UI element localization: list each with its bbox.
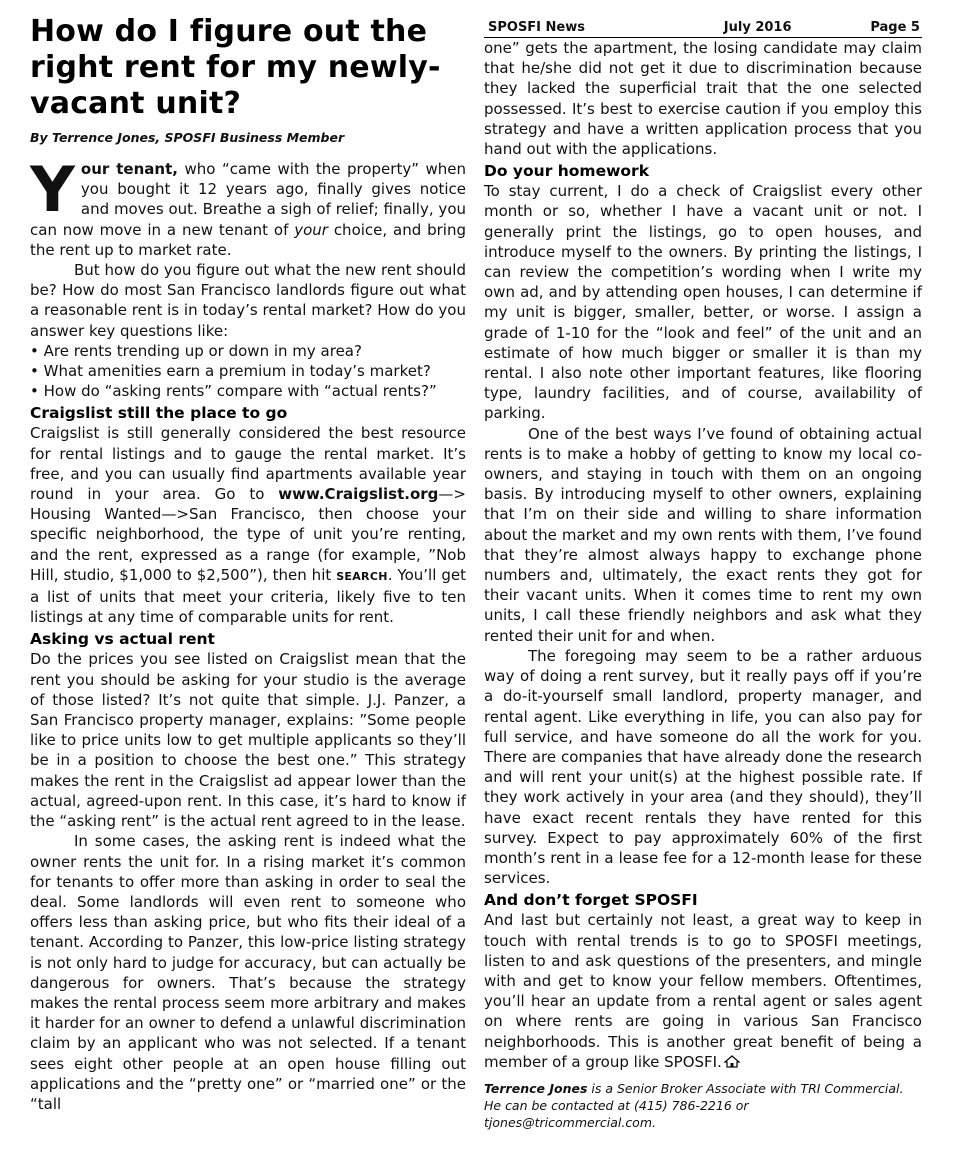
lead-paragraph <box>30 153 466 260</box>
right-column <box>484 0 922 1131</box>
paragraph-homework-2: One of the best ways I’ve found of obtaining actual rents is to make a hobby of getting to know my local co-owners, and staying in touch with them on an ongoing basis. By introducing myself to other owners, explaining that I’m on their side and willing to share information about the market and my own rents with them, I’ve found that they’re almost always happy to exchange phone numbers and, ultimately, the exact rents they got for their vacant units. When it comes time to rent my own units, I call these friendly neighbors and ask what they rented their unit for and when. <box>484 424 922 645</box>
bio-name: Terrence Jones <box>484 1080 588 1096</box>
byline: By Terrence Jones, SPOSFI Business Member <box>30 130 345 145</box>
search-keyword: SEARCH <box>336 569 388 583</box>
question-list <box>30 341 466 402</box>
article-title: How do I figure out the right rent for my newly-vacant unit? <box>30 14 441 121</box>
issue-date: July 2016 <box>723 20 792 35</box>
author-bio <box>484 1080 922 1131</box>
publication-name: SPOSFI News <box>488 20 585 35</box>
paragraph-asking-2: In some cases, the asking rent is indeed what the owner rents the unit for. In a rising market it’s common for tenants to offer more than asking in order to seal the deal. Some landlords will even rent to someone who offers less than asking price, but who fits their ideal of a tenant. According to Panzer, this low-price listing strategy is not only hard to judge for accuracy, but can actually be dangerous for owners. That’s because the strategy makes the rental process seem more arbitrary and makes it harder for an owner to defend a unlawful discrimination claim by an applicant who was not selected. If a tenant sees eight other people at an open house filling out applications and the “pretty one” or “married one” or the “tall <box>30 832 466 1113</box>
craigslist-link: www.Craigslist.org <box>278 485 439 504</box>
bio-text: is a Senior Broker Associate with TRI Commercial. He can be contacted at (415) 786-2216 or tjones@tricommercial.com. <box>484 1080 904 1130</box>
paragraph-homework-3: The foregoing may seem to be a rather arduous way of doing a rent survey, but it really pays off if you’re a do-it-yourself small landlord, property manager, and rental agent. Like everything in life, you can also pay for full service, and have someone do all the work for you. There are companies that have already done the research and will rent your unit(s) at the highest possible rate. If they work actively in your area (and they should), they’ll have exact recent rentals they have rented for this survey. Expect to pay approximately 60% of the first month’s rent in a lease fee for a 12-month lease for these services. <box>484 646 922 888</box>
left-column <box>30 0 466 1114</box>
section-heading-asking: Asking vs actual rent <box>30 630 215 649</box>
lead-bold: our tenant, <box>80 160 178 178</box>
paragraph-questions: But how do you figure out what the new rent should be? How do most San Francisco landlords figure out what a reasonable rent is in today’s rental market? How do you answer key questions like: <box>30 261 466 340</box>
lead-text-1: who “came with the property” when you bought it 12 years ago, finally gives notice and moves out. Breathe a sigh of relief; finally, you can now move in a new tenant of <box>30 160 466 239</box>
paragraph-continuation: one” gets the apartment, the losing candidate may claim that he/she did not get it due to discrimination because they lacked the superficial trait that the one selected possessed. It’s best to exercise caution if you employ this strategy and have a written application process that you hand out with the applications. <box>484 39 922 159</box>
list-item: • Are rents trending up or down in my area? <box>30 341 362 360</box>
drop-cap: Y <box>30 153 75 226</box>
section-heading-homework: Do your homework <box>484 162 650 181</box>
list-item: • How do “asking rents” compare with “actual rents?” <box>30 382 437 401</box>
paragraph-homework-1: To stay current, I do a check of Craigslist every other month or so, whether I have a vacant unit or not. I generally print the listings, go to open houses, and introduce myself to the owners. By printing the listings, I can review the competition’s wording when I write my own ad, and by attending open houses, I can determine if my unit is bigger, smaller, better, or worse. I assign a grade of 1-10 for the “look and feel” of the unit and an estimate of how much bigger or smaller it is than my rental. I also note other important features, like flooring type, laundry facilities, and of course, availability of parking. <box>484 182 922 423</box>
list-item: • What amenities earn a premium in today’s market? <box>30 362 431 381</box>
lead-italic: your <box>294 220 328 239</box>
craigslist-text-a: Craigslist is still generally considered the best resource for rental listings and to gauge the rental market. It’s free, and you can usually find apartments available year round in your area. Go to <box>30 424 466 504</box>
paragraph-sposfi <box>484 910 922 1072</box>
craigslist-text-b: —> Housing Wanted—>San Francisco, then choose your specific neighborhood, the type of unit you’re renting, and the rent, expressed as a range (for example, ”Nob Hill, studio, $1,000 to $2,500”), then hit <box>30 485 466 584</box>
paragraph-asking-1: Do the prices you see listed on Craigslist mean that the rent you should be asking for your studio is the average of those listed? It’s not quite that simple. J.J. Panzer, a San Francisco property manager, explains: ”Some people like to price units low to get multiple applicants so they’ll be in a position to choose the best one.” This strategy makes the rent in the Craigslist ad appear lower than the actual, agreed-upon rent. In this case, it’s hard to know if the “asking rent” is the actual rent agreed to in the lease. <box>30 650 466 831</box>
lead-text-2: choice, and bring the rent up to market rate. <box>30 220 466 259</box>
section-heading-craigslist: Craigslist still the place to go <box>30 404 288 423</box>
sposfi-text: And last but certainly not least, a great way to keep in touch with rental trends is to go to SPOSFI meetings, listen to and ask questions of the presenters, and mingle with and get to know your fellow members. Oftentimes, you’ll hear an update from a rental agent or sales agent on where rents are going in various San Francisco neighborhoods. This is another great benefit of being a member of a group like SPOSFI. <box>484 911 922 1071</box>
paragraph-craigslist <box>30 423 466 627</box>
house-icon <box>724 1053 740 1066</box>
page-number: Page 5 <box>870 20 920 35</box>
page-header <box>484 20 922 38</box>
craigslist-text-c: . You’ll get a list of units that meet your criteria, likely five to ten listings at any time of comparable units for rent. <box>30 565 466 627</box>
section-heading-sposfi: And don’t forget SPOSFI <box>484 891 698 910</box>
